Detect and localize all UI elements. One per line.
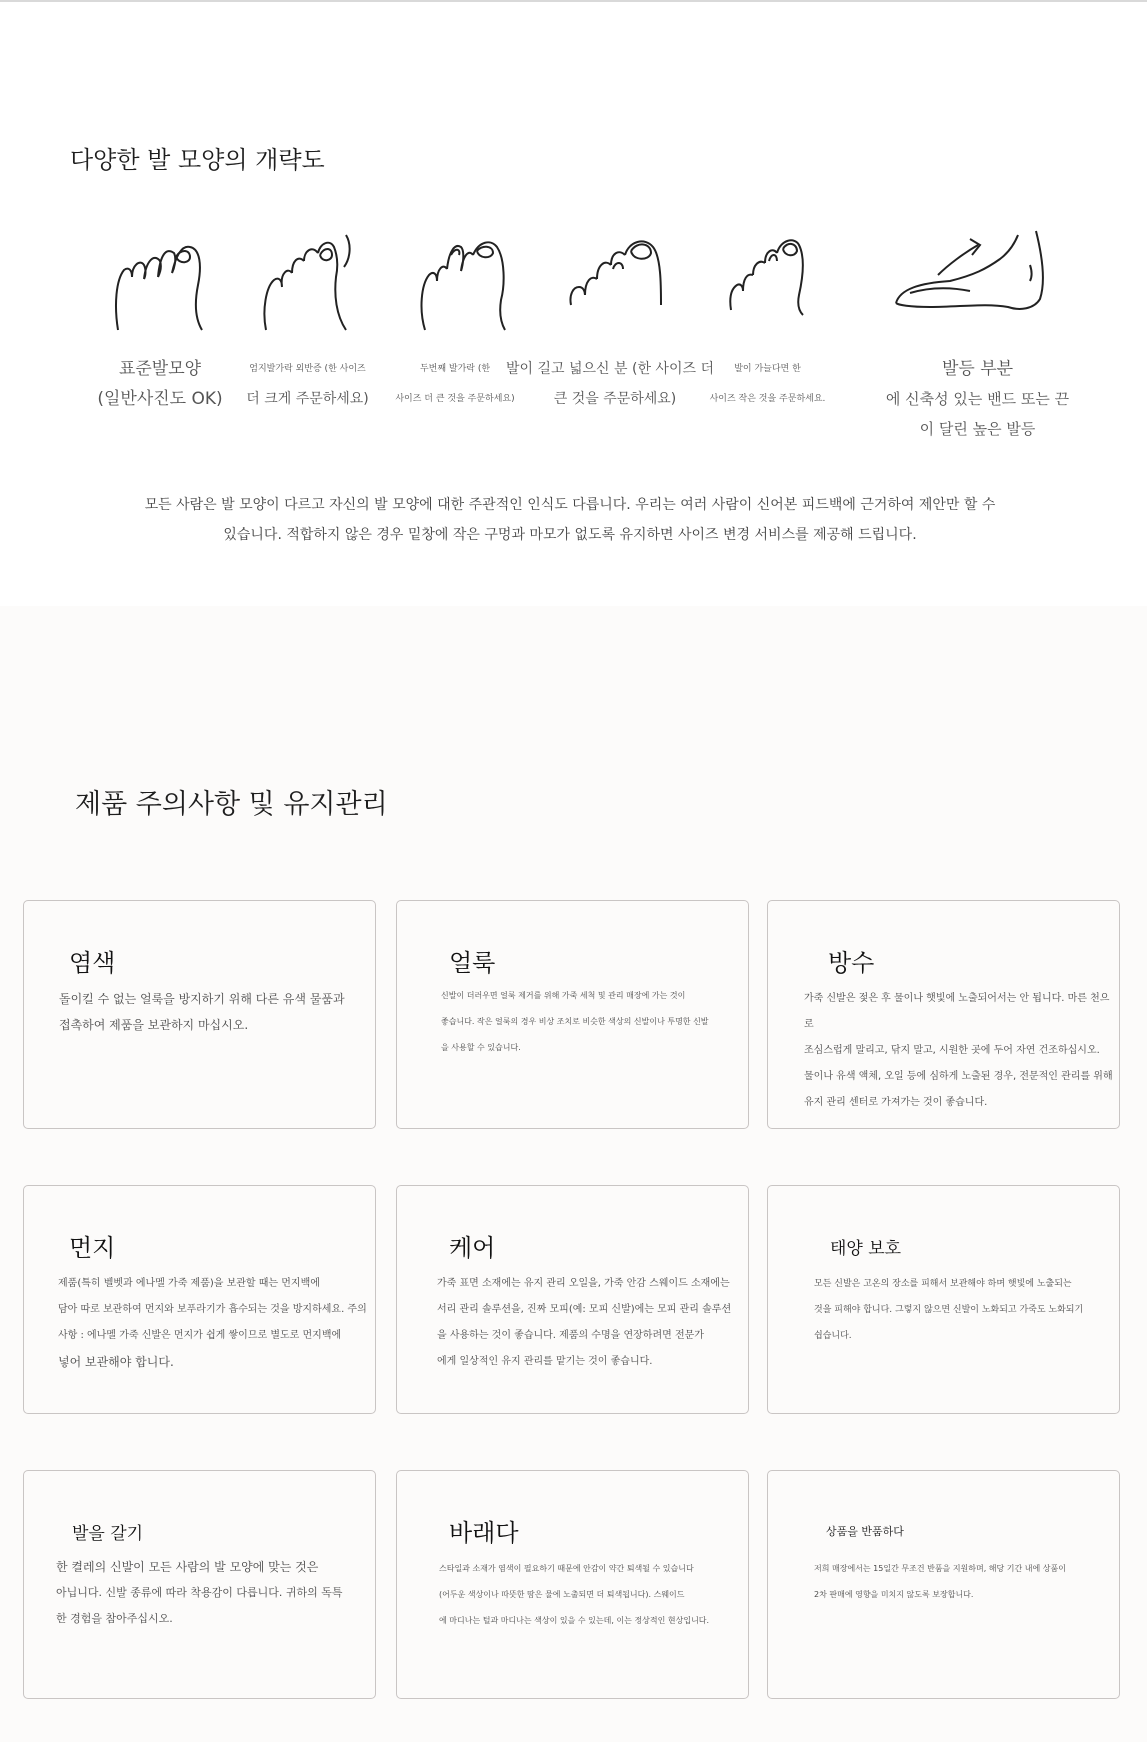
card-dye [23, 900, 376, 1129]
label-wide: 발이 길고 넓으신 분 (한 사이즈 더 큰 것을 주문하세요) [506, 361, 714, 407]
label-narrow: 발이 가늘다면 한 사이즈 작은 것을 주문하세요. [709, 364, 826, 404]
card-body: 신발이 더러우면 얼룩 제거를 위해 가죽 세척 및 관리 매장에 가는 것이 좋습니다. 작은 얼룩의 경우 비상 조치로 비슷한 색상의 신발이나 투명한 신발 을 사용할 수 있습니다. [441, 991, 709, 1052]
foot-sketches [80, 225, 1080, 345]
card-body: 제품(특히 벨벳과 에나멜 가죽 제품)을 보관할 때는 먼지백에 담아 따로 보관하여 먼지와 보푸라기가 흡수되는 것을 방지하세요. 주의 사항 : 에나멜 가죽 신발은 먼지가 쉽게 쌓이므로 별도로 먼지백에 넣어 보관해야 합니다. [58, 1278, 367, 1369]
card-body: 모든 신발은 고온의 장소를 피해서 보관해야 하며 햇빛에 노출되는 것을 피해야 합니다. 그렇지 않으면 신발이 노화되고 가죽도 노화되기 쉽습니다. [814, 1279, 1084, 1341]
standard-foot-icon [110, 225, 210, 335]
card-care [396, 1185, 749, 1414]
label-long-second-toe: 두번째 발가락 (한 사이즈 더 큰 것을 주문하세요) [395, 364, 515, 404]
card-heading: 케어 [449, 1234, 496, 1262]
card-stain [396, 900, 749, 1129]
card-waterproof [767, 900, 1120, 1129]
card-fading [396, 1470, 749, 1699]
wide-foot-icon [565, 225, 675, 335]
care-title: 제품 주의사항 및 유지관리 [75, 789, 388, 820]
card-heading: 발을 갈기 [72, 1524, 144, 1544]
label-high-instep: 발등 부분 에 신축성 있는 밴드 또는 끈 이 달린 높은 발등 [885, 359, 1070, 438]
card-body: 가죽 표면 소재에는 유지 관리 오일을, 가죽 안감 스웨이드 소재에는 서리 관리 솔루션을, 진짜 모피(예: 모피 신발)에는 모피 관리 솔루션 을 사용하는 것이 좋습니다. 제품의 수명을 연장하려면 전문가 에게 일상적인 유지 관리를 맡기는 것이 좋습니다. [437, 1278, 732, 1367]
high-instep-foot-icon [890, 225, 1060, 335]
card-body: 돌이킬 수 없는 얼룩을 방지하기 위해 다른 유색 물품과 접촉하여 제품을 보관하지 마십시오. [59, 992, 345, 1032]
card-heading: 태양 보호 [830, 1239, 902, 1259]
card-heading: 바래다 [449, 1519, 519, 1547]
foot-shape-title: 다양한 발 모양의 개략도 [70, 146, 325, 174]
card-body: 스타일과 소재가 염색이 필요하기 때문에 안감이 약간 퇴색될 수 있습니다 (어두운 색상이나 따뜻한 땀은 물에 노출되면 더 퇴색됩니다). 스웨이드 에 마디나는 털과 마디나는 색상이 있을 수 있는데, 이는 정상적인 현상입니다. [439, 1564, 710, 1625]
long-second-toe-foot-icon [415, 225, 515, 335]
card-heading: 상품을 반품하다 [826, 1525, 904, 1538]
card-heading: 방수 [828, 949, 875, 977]
card-heading: 염색 [69, 949, 116, 977]
label-standard: 표준발모양 (일반사진도 OK) [97, 359, 223, 409]
card-dust [23, 1185, 376, 1414]
label-bunion: 엄지발가락 외반증 (한 사이즈 더 크게 주문하세요) [246, 364, 369, 407]
card-heading: 얼룩 [449, 949, 496, 977]
card-returns [767, 1470, 1120, 1699]
card-body: 한 켤레의 신발이 모든 사람의 발 모양에 맞는 것은 아닙니다. 신발 종류에 따라 착용감이 다릅니다. 귀하의 독특 한 경험을 참아주십시오. [56, 1560, 343, 1625]
top-divider [0, 0, 1147, 2]
card-body: 가죽 신발은 젖은 후 물이나 햇빛에 노출되어서는 안 됩니다. 마른 천으로 조심스럽게 말리고, 닦지 말고, 시원한 곳에 두어 자연 건조하십시오. 물이나 유색 액체, 오일 등에 심하게 노출된 경우, 전문적인 관리를 위해 유지 관리 센터로 가져가는 것이 좋습니다. [804, 993, 1113, 1108]
bunion-foot-icon [260, 225, 360, 335]
fit-disclaimer: 모든 사람은 발 모양이 다르고 자신의 발 모양에 대한 주관적인 인식도 다릅니다. 우리는 여러 사람이 신어본 피드백에 근거하여 제안만 할 수 있습니다. 적합하지 않은 경우 밑창에 작은 구멍과 마모가 없도록 유지하면 사이즈 변경 서비스를 제공해 드립니다. [144, 497, 996, 543]
card-sun-protection [767, 1185, 1120, 1414]
card-body: 저희 매장에서는 15일간 무조건 반품을 지원하며, 해당 기간 내에 상품이 2차 판매에 영향을 미치지 않도록 보장합니다. [814, 1564, 1066, 1599]
narrow-foot-icon [725, 225, 815, 335]
card-break-in [23, 1470, 376, 1699]
card-heading: 먼지 [69, 1234, 116, 1262]
